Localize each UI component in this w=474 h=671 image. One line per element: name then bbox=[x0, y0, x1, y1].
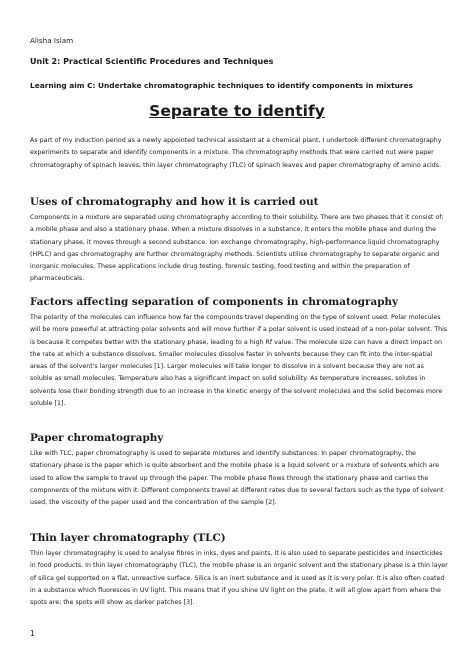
section-heading-factors: Factors affecting separation of components in chromatography bbox=[30, 296, 399, 308]
section-text-paper: Like with TLC, paper chromatography is used to separate mixtures and identify substances. In paper chromatography, the stationary phase is the paper which is quite absorbent and the mobile phase is a liquid solvent or a mixture of solvents which are used to allow the sample to travel up through the paper. The mobile phase flows through the stationary phase and carries the components of the mixture with it. Different components travel at different rates due to several factors such as the type of solvent used, the viscosity of the paper used and the concentration of the sample [2]. bbox=[30, 450, 444, 507]
section-heading-tlc: Thin layer chromatography (TLC) bbox=[30, 532, 226, 544]
page-number: 1 bbox=[30, 629, 35, 638]
section-heading-paper: Paper chromatography bbox=[30, 432, 164, 444]
author-name: Alisha Islam bbox=[30, 36, 74, 45]
intro-paragraph: As part of my induction period as a newly appointed technical assistant at a chemical plant, I undertook different chromatography experiments to separate and identify components in a mixture. The chromatography methods that were carried out were paper chromatography of spinach leaves, thin layer chromatography (TLC) of spinach leaves and paper chromatography of amino acids. bbox=[30, 137, 442, 169]
unit-heading: Unit 2: Practical Scientific Procedures and Techniques bbox=[30, 57, 274, 66]
section-heading-uses: Uses of chromatography and how it is carried out bbox=[30, 196, 319, 208]
section-text-factors: The polarity of the molecules can influence how far the compounds travel depending on the type of solvent used. Polar molecules will be more powerful at attracting polar solvents and will move further if a polar solvent is used instead of a non-polar solvent. This is because it competes better with the stationary phase, leading to a high Rf value. The molecule size can have a direct impact on the rate at which a substance dissolves. Smaller molecules dissolve faster in solvents because they can fit into the inter-spatial areas of the solvent's larger molecules [1]. Larger molecules will take longer to dissolve in a solvent because they are not as soluble as small molecules. Temperature also has a significant impact on solid solubility. As temperature increases, solutes in solvents lose their bonding strength due to an increase in the kinetic energy of the solvent molecules and the solid becomes more soluble [1]. bbox=[30, 314, 448, 408]
section-text-uses: Components in a mixture are separated using chromatography according to their solubility. There are two phases that it consist of; a mobile phase and also a stationary phase. When a mixture dissolves in a substance, it enters the mobile phase and during the stationary phase, it moves through a second substance. Ion exchange chromatography, high-performance liquid chromatography (HPLC) and gas chromatography are further chromatography methods. Scientists utilise chromatography to separate organic and inorganic molecules. These applications include drug testing, forensic testing, food testing and within the preparation of pharmaceuticals. bbox=[30, 214, 444, 283]
learning-aim-heading: Learning aim C: Undertake chromatographic techniques to identify components in mixtures bbox=[30, 81, 413, 90]
document-title: Separate to identify bbox=[149, 102, 325, 120]
section-text-tlc: Thin layer chromatography is used to analyse fibres in inks, dyes and paints. It is also used to separate pesticides and insecticides in food products. In thin layer chromatography (TLC), the mobile phase is an organic solvent and the stationary phase is a thin layer of silica gel supported on a flat, unreactive surface. Silica is an inert substance and is used as it is very polar. It is also often coated in a substance which fluoresces in UV light. This means that if you shine UV light on the plate, it will all glow apart from where the spots are; the spots will show as darker patches [3]. bbox=[30, 550, 448, 607]
